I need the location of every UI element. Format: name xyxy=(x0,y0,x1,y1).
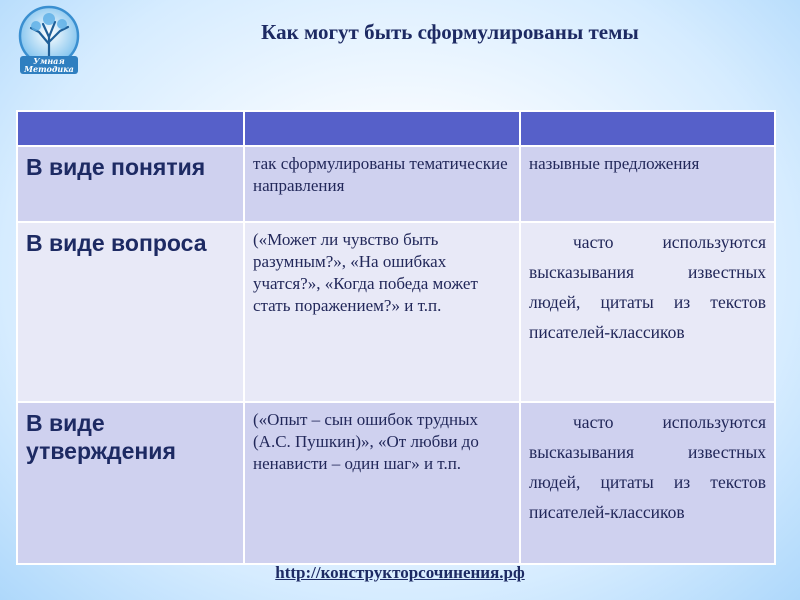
table-header-row xyxy=(17,111,775,146)
category-cell: В виде утверждения xyxy=(17,402,244,564)
header-cell-usage xyxy=(520,111,775,146)
slide-title: Как могут быть сформулированы темы xyxy=(261,20,639,44)
usage-cell: часто используются высказывания известных людей, цитаты из текстов писателей-классиков xyxy=(520,222,775,402)
topics-table xyxy=(16,110,776,565)
category-cell: В виде вопроса xyxy=(17,222,244,402)
logo xyxy=(12,4,86,78)
header-cell-examples xyxy=(244,111,520,146)
usage-cell: назывные предложения xyxy=(520,146,775,222)
logo-text-line1: Умная xyxy=(33,56,65,66)
category-cell: В виде понятия xyxy=(17,146,244,222)
table-row xyxy=(17,222,775,402)
table-row xyxy=(17,146,775,222)
table-row xyxy=(17,402,775,564)
tree-logo-icon xyxy=(12,4,86,78)
header-cell-category xyxy=(17,111,244,146)
logo-text-line2: Методика xyxy=(24,64,74,74)
examples-cell: так сформулированы тематические направления xyxy=(244,146,520,222)
examples-cell: («Опыт – сын ошибок трудных (А.С. Пушкин)», «От любви до ненависти – один шаг» и т.п. xyxy=(244,402,520,564)
examples-cell: («Может ли чувство быть разумным?», «На ошибках учатся?», «Когда победа может стать поражением?» и т.п. xyxy=(244,222,520,402)
usage-cell: часто используются высказывания известных людей, цитаты из текстов писателей-классиков xyxy=(520,402,775,564)
source-link[interactable]: http://конструкторсочинения.рф xyxy=(275,563,525,582)
